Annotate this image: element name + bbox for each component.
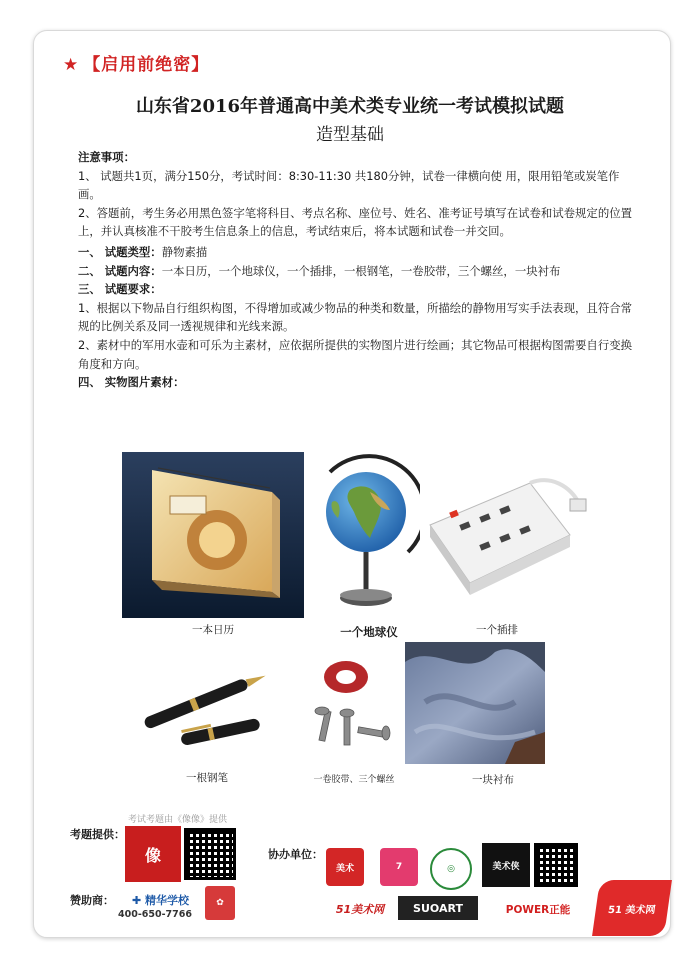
logo-51meishu [328,898,392,920]
coop-logo-3: ◎ [430,848,472,890]
section-content-label: 二、 试题内容： [78,263,162,278]
section-req-label: 三、 试题要求： [78,282,162,297]
sponsor-phone: 400-650-7766 [118,909,192,920]
cloth-photo [405,642,545,764]
section-images [78,373,640,392]
logo-power [498,898,578,920]
logo-suoart [398,896,478,920]
section-type-label: 一、 试题类型： [78,244,162,259]
coop-logo-1-text: 美术 [335,863,354,874]
instructions [78,148,640,392]
power-strip-caption: 一个插排 [476,624,518,636]
provider-note: 考试考题由《像像》提供 [128,815,228,825]
sponsor-name-text: 精华学校 [145,894,190,907]
globe-photo [310,452,428,618]
section-content [78,262,640,281]
provider-label: 考题提供： [70,828,125,841]
logo-suoart-text: SUOART [413,901,463,915]
logo-power-text: POWER正能 [505,903,571,916]
pen-caption: 一根钢笔 [186,772,228,784]
section-type [78,243,640,262]
star-icon: ★ [63,55,80,75]
globe-caption: 一个地球仪 [340,625,398,639]
requirement-1: 1、根据以下物品自行组织构图，不得增加或减少物品的种类和数量，所描绘的静物用写实手法表现，且符合常规的比例关系及同一透视规律和光线来源。 [78,300,632,334]
section-requirements [78,280,640,299]
corner-badge-51 [592,880,672,936]
notes-heading: 注意事项： [78,150,135,164]
coop-logo-4 [482,843,530,887]
note-line-2: 2、答题前，考生务必用黑色签字笔将科目、考点名称、座位号、姓名、准考证号填写在试卷和试卷规定的位置上，并认真核准不干胶考生信息条上的信息，考试结束后，将本试题和试卷一并交回。 [78,205,632,239]
section-content-value: 一本日历，一个地球仪，一个插排，一根钢笔，一卷胶带，三个螺丝，一块衬布 [161,263,561,278]
tape-screws-caption: 一卷胶带、三个螺丝 [313,775,395,785]
pen-photo [120,640,280,758]
confidential-seal [63,50,209,75]
coop-logo-2: 7 [380,848,418,886]
calendar-caption: 一本日历 [192,624,234,636]
coop-logo-1 [326,848,364,886]
tape-screws-photo [308,655,398,755]
exam-title: 山东省2016年普通高中美术类专业统一考试模拟试题 [135,96,565,117]
provider-qr-code [184,828,236,880]
note-line-1: 1、 试题共1页，满分150分，考试时间：8:30-11:30 共180分钟，试卷一律横向使 用，限用铅笔或炭笔作画。 [78,168,620,202]
sponsor-logo-2: ✿ [205,886,235,920]
requirement-2: 2、素材中的军用水壶和可乐为主素材，应依据所提供的实物图片进行绘画；其它物品可根据构图需要自行变换角度和方向。 [78,337,632,371]
sponsor-icon: ✚ [132,894,146,907]
section-type-value: 静物素描 [161,244,208,259]
coop-qr-code [534,843,578,887]
exam-subtitle: 造型基础 [316,125,384,145]
cloth-caption: 一块衬布 [472,774,514,786]
logo-51meishu-text: 51美术网 [335,903,385,916]
seal-text: 【启用前绝密】 [83,55,210,75]
coop-label: 协办单位： [268,848,323,861]
sponsor-label: 赞助商： [70,894,114,907]
sponsor-name [132,892,189,908]
corner-badge-text: 51 美术网 [607,904,657,916]
power-strip-photo [420,465,592,601]
coop-logo-4-text: 美术侠 [492,861,520,872]
section-images-label: 四、 实物图片素材： [78,375,185,390]
calendar-photo [122,452,304,618]
xiangxiang-logo: 像 [125,826,181,882]
